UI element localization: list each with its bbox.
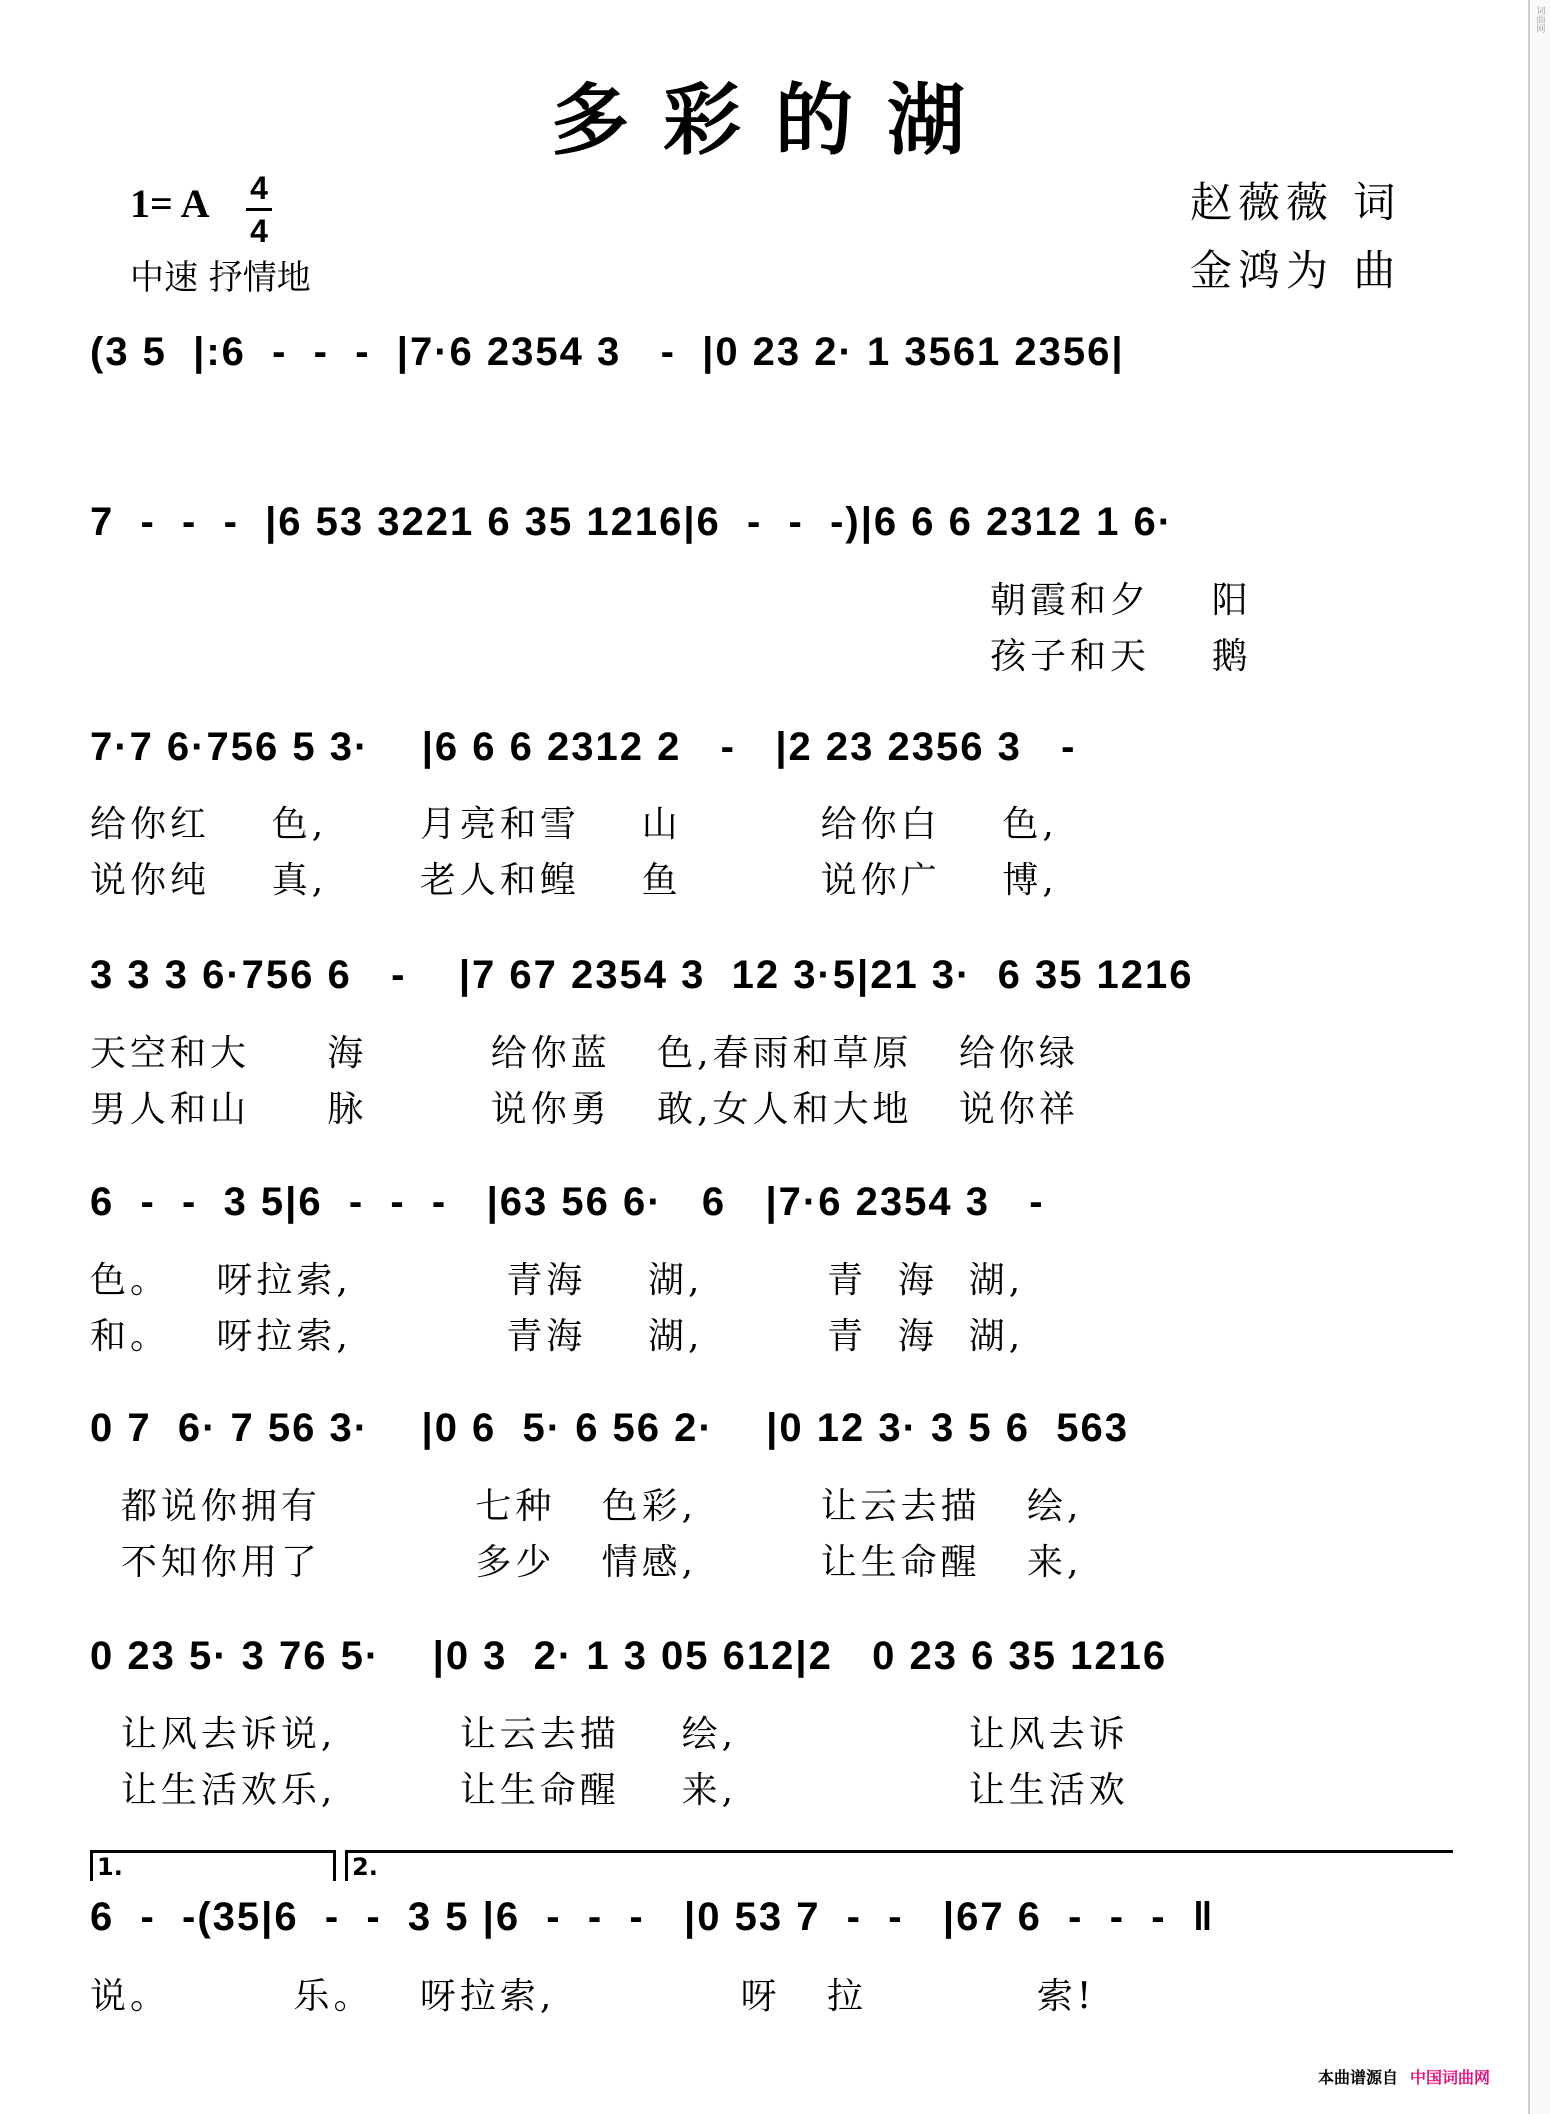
volta-first-label: 1. — [97, 1853, 123, 1881]
staff-line-7: 0 23 5· 3 76 5· |0 3 2· 1 3 05 612|2 0 23 6 35 1216 — [90, 1634, 1168, 1678]
volta-second-label: 2. — [352, 1853, 378, 1881]
time-signature-top: 4 — [250, 170, 268, 206]
time-signature-bottom: 4 — [250, 213, 268, 249]
lyric-line-5-verse-2: 和。 呀拉索, 青海 湖, 青 海 湖, — [90, 1316, 1025, 1357]
side-watermark: 词曲网 — [1534, 6, 1545, 33]
staff-line-5: 6 - - 3 5|6 - - - |63 56 6· 6 |7·6 2354 3 - — [90, 1180, 1045, 1224]
lyric-line-2-verse-1: 朝霞和夕 阳 — [990, 580, 1252, 621]
tempo-marking: 中速 抒情地 — [130, 258, 311, 298]
lyric-line-6-verse-2: 不知你用了 多少 情感, 让生命醒 来, — [90, 1542, 1083, 1583]
source-footer — [1318, 2065, 1490, 2088]
source-label: 本曲谱源自 — [1317, 2068, 1398, 2087]
lyric-line-5-verse-1: 色。 呀拉索, 青海 湖, 青 海 湖, — [90, 1260, 1025, 1301]
volta-first — [90, 1850, 336, 1881]
lyricist-credit: 赵薇薇 词 — [1190, 178, 1402, 227]
lyric-line-7-verse-1: 让风去诉说, 让云去描 绘, 让风去诉 — [90, 1714, 1129, 1755]
staff-line-6: 0 7 6· 7 56 3· |0 6 5· 6 56 2· |0 12 3· 3 5 6 563 — [90, 1406, 1129, 1450]
lyric-line-4-verse-1: 天空和大 海 给你蓝 色,春雨和草原 给你绿 — [90, 1033, 1079, 1074]
lyric-line-6-verse-1: 都说你拥有 七种 色彩, 让云去描 绘, — [90, 1486, 1083, 1527]
lyric-line-2-verse-2: 孩子和天 鹅 — [990, 636, 1252, 677]
side-watermark-strip — [1528, 0, 1550, 2114]
staff-line-8: 6 - -(35|6 - - 3 5 |6 - - - |0 53 7 - - |67 6 - - - ‖ — [90, 1895, 1215, 1939]
lyric-line-7-verse-2: 让生活欢乐, 让生命醒 来, 让生活欢 — [90, 1770, 1129, 1811]
staff-line-4: 3 3 3 6·756 6 - |7 67 2354 3 12 3·5|21 3· 6 35 1216 — [90, 953, 1194, 997]
staff-line-2: 7 - - - |6 53 3221 6 35 1216|6 - - -)|6 6 6 2312 1 6· — [90, 500, 1174, 544]
page-title: 多彩的湖 — [550, 75, 999, 166]
source-site-link[interactable]: 中国词曲网 — [1409, 2068, 1490, 2087]
lyric-line-4-verse-2: 男人和山 脉 说你勇 敢,女人和大地 说你祥 — [90, 1089, 1079, 1130]
staff-line-1: (3 5 |:6 - - - |7·6 2354 3 - |0 23 2· 1 3561 2356| — [90, 330, 1125, 374]
key-signature: 1= A — [130, 181, 210, 226]
lyric-line-8: 说。 乐。 呀拉索, 呀 拉 索! — [90, 1976, 1096, 2017]
staff-line-3: 7·7 6·756 5 3· |6 6 6 2312 2 - |2 23 2356 3 - — [90, 725, 1077, 769]
volta-second — [345, 1850, 1453, 1881]
composer-credit: 金鸿为 曲 — [1190, 246, 1402, 295]
lyric-line-3-verse-1: 给你红 色, 月亮和雪 山 给你白 色, — [90, 804, 1058, 845]
time-signature — [246, 170, 272, 249]
lyric-line-3-verse-2: 说你纯 真, 老人和鳇 鱼 说你广 博, — [90, 860, 1058, 901]
